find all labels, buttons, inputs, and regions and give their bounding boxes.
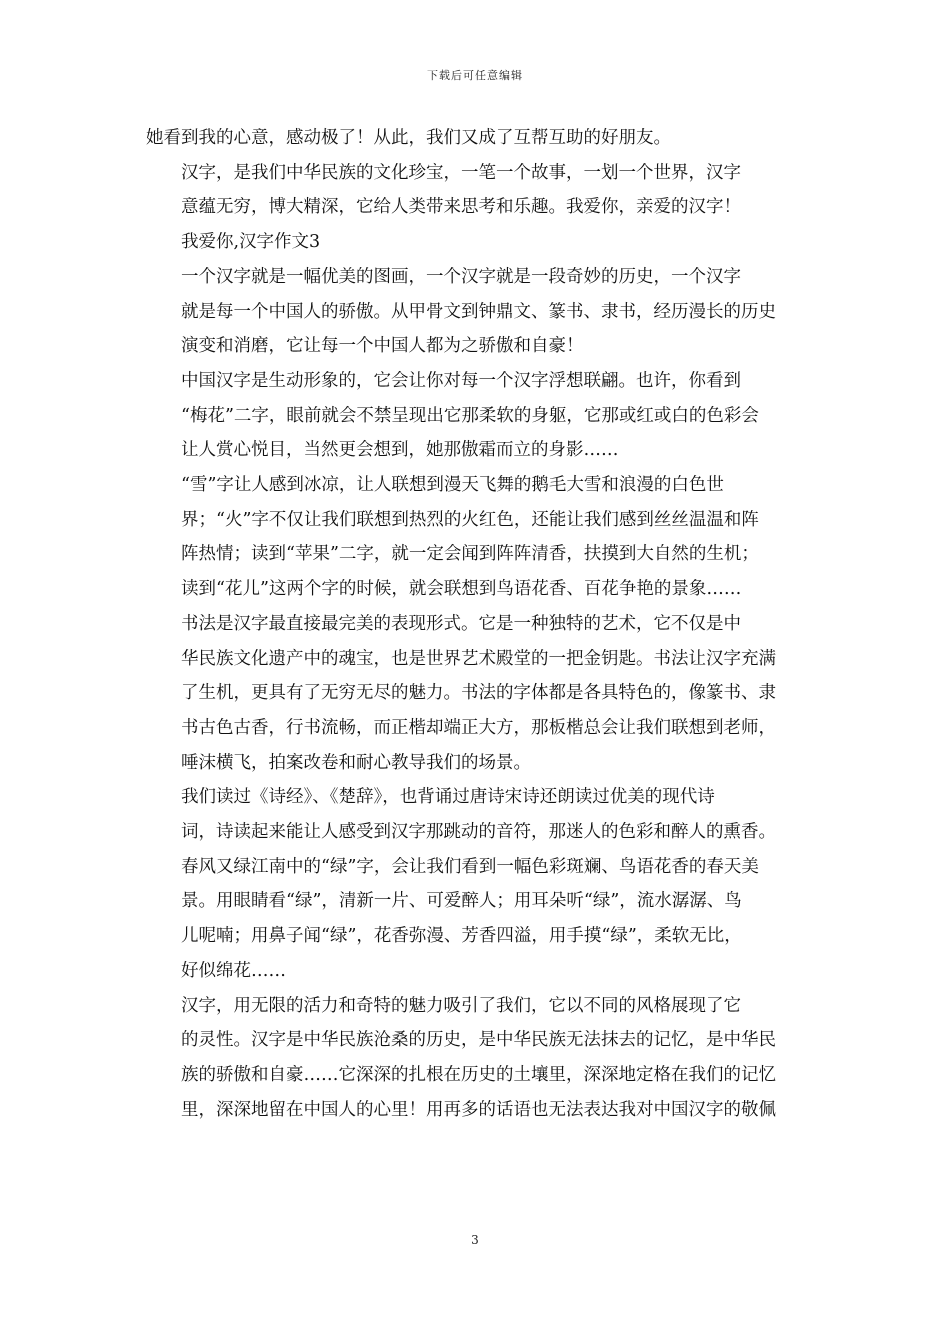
page-header: 下载后可任意编辑: [427, 69, 523, 82]
text-line: 我爱你,汉字作文3: [181, 232, 321, 253]
page-number: 3: [471, 1233, 479, 1247]
text-line: 就是每一个中国人的骄傲。从甲骨文到钟鼎文、篆书、隶书，经历漫长的历史: [181, 301, 776, 322]
paragraph: [146, 607, 810, 781]
section-heading: [146, 225, 810, 260]
paragraph: [146, 780, 810, 988]
text-line: 了生机，更具有了无穷无尽的魅力。书法的字体都是各具特色的，像篆书、隶: [181, 683, 776, 704]
text-line: 儿呢喃；用鼻子闻“绿”，花香弥漫、芳香四溢，用手摸“绿”，柔软无比，: [181, 926, 742, 947]
paragraph: [146, 989, 810, 1128]
text-line: 书法是汉字最直接最完美的表现形式。它是一种独特的艺术，它不仅是中: [181, 613, 741, 634]
text-line: “梅花”二字，眼前就会不禁呈现出它那柔软的身躯，它那或红或白的色彩会: [181, 405, 759, 426]
text-line: 族的骄傲和自豪……它深深的扎根在历史的土壤里，深深地定格在我们的记忆: [181, 1064, 776, 1085]
text-line: 让人赏心悦目，当然更会想到，她那傲霜而立的身影……: [181, 440, 619, 461]
document-body: [146, 121, 810, 1127]
text-line: 汉字，是我们中华民族的文化珍宝，一笔一个故事，一划一个世界，汉字: [181, 162, 741, 183]
text-line: 汉字，用无限的活力和奇特的魅力吸引了我们，它以不同的风格展现了它: [181, 995, 741, 1016]
text-line: 好似绵花……: [181, 960, 286, 981]
text-line: 里，深深地留在中国人的心里！用再多的话语也无法表达我对中国汉字的敬佩: [181, 1099, 776, 1120]
paragraph: [146, 364, 810, 468]
text-line: 华民族文化遗产中的魂宝，也是世界艺术殿堂的一把金钥匙。书法让汉字充满: [181, 648, 776, 669]
text-line: 界；“火”字不仅让我们联想到热烈的火红色，还能让我们感到丝丝温温和阵: [181, 509, 759, 530]
text-line: 唾沫横飞，拍案改卷和耐心教导我们的场景。: [181, 752, 531, 773]
text-line: 意蕴无穷，博大精深，它给人类带来思考和乐趣。我爱你，亲爱的汉字！: [181, 197, 741, 218]
text-line: “雪”字让人感到冰凉，让人联想到漫天飞舞的鹅毛大雪和浪漫的白色世: [181, 475, 724, 496]
text-line: 演变和消磨，它让每一个中国人都为之骄傲和自豪！: [181, 336, 584, 357]
text-line: 景。用眼睛看“绿”，清新一片、可爱醉人；用耳朵听“绿”，流水潺潺、鸟: [181, 891, 742, 912]
text-line: 书古色古香，行书流畅，而正楷却端正大方，那板楷总会让我们联想到老师，: [181, 717, 776, 738]
text-line: 阵热情；读到“苹果”二字，就一定会闻到阵阵清香，扶摸到大自然的生机；: [181, 544, 759, 565]
text-line: 中国汉字是生动形象的，它会让你对每一个汉字浮想联翩。也许，你看到: [181, 370, 741, 391]
text-line: 她看到我的心意，感动极了！从此，我们又成了互帮互助的好朋友。: [146, 128, 671, 148]
text-line: 的灵性。汉字是中华民族沧桑的历史，是中华民族无法抹去的记忆，是中华民: [181, 1030, 776, 1051]
paragraph: [146, 121, 810, 156]
paragraph: [146, 156, 810, 225]
paragraph: [146, 260, 810, 364]
text-line: 春风又绿江南中的“绿”字，会让我们看到一幅色彩斑斓、鸟语花香的春天美: [181, 856, 759, 877]
text-line: 一个汉字就是一幅优美的图画，一个汉字就是一段奇妙的历史，一个汉字: [181, 266, 741, 287]
text-line: 我们读过《诗经》、《楚辞》，也背诵过唐诗宋诗还朗读过优美的现代诗: [181, 787, 715, 808]
text-line: 词，诗读起来能让人感受到汉字那跳动的音符，那迷人的色彩和醉人的熏香。: [181, 822, 776, 843]
paragraph: [146, 468, 810, 607]
text-line: 读到“花儿”这两个字的时候，就会联想到鸟语花香、百花争艳的景象……: [181, 579, 742, 600]
